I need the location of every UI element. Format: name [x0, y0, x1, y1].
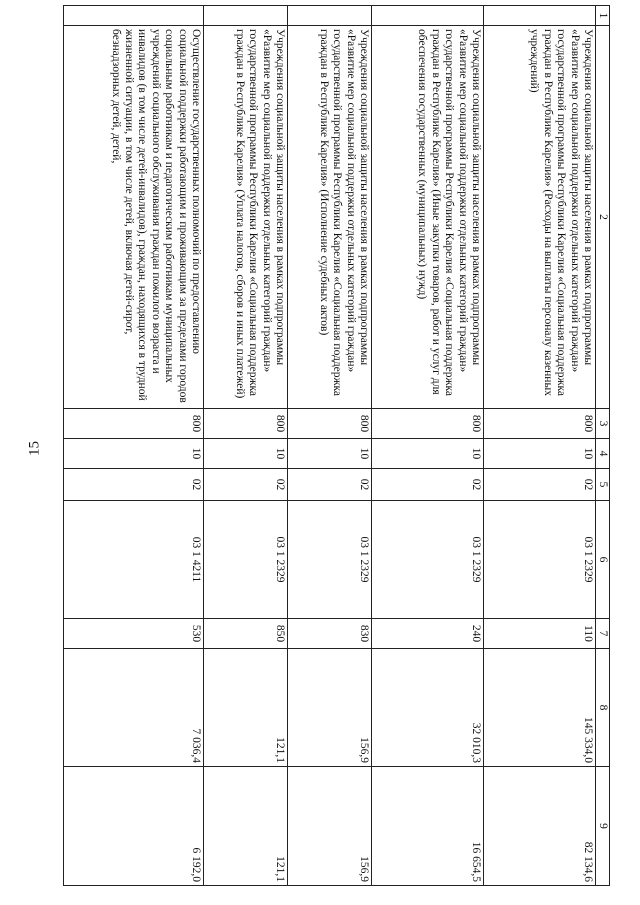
- row-cell-8: 121,1: [204, 649, 288, 767]
- budget-table: [63, 5, 610, 886]
- row-cell-5: 02: [484, 469, 596, 501]
- row-cell-6: 03 1 2329: [204, 501, 288, 619]
- row-cell-1: [64, 6, 204, 26]
- header-col-1: 1: [596, 6, 610, 26]
- header-col-6: 6: [596, 501, 610, 619]
- row-cell-4: 10: [288, 439, 372, 469]
- row-description: Учреждения социальной защиты населения в рамках подпрограммы «Развитие мер социальной поддержки отдельных категорий граждан» государственной программы Республики Карелия «Социальная поддержка граждан в Республике Карелия» (Иные закупки товаров, работ и услуг для обеспечения государственных (муниципальных) нужд): [372, 26, 484, 409]
- rotated-table-area: [50, 5, 610, 885]
- row-cell-8: 145 334,0: [484, 649, 596, 767]
- row-cell-9: 6 192,0: [64, 767, 204, 886]
- row-cell-3: 800: [484, 409, 596, 439]
- row-cell-6: 03 1 2329: [484, 501, 596, 619]
- header-col-8: 8: [596, 649, 610, 767]
- row-description: Осуществление государственных полномочий по предоставлению социальной поддержки работающим и проживающим за пределами городов социальным работникам и педагогическим работникам муниципальных учреждений социального обслуживания граждан пожилого возраста и инвалидов (в том числе детей-инвалидов), граждан, находящихся в трудной жизненной ситуации, в том числе детей, включая детей-сирот, безнадзорных детей, детей,: [64, 26, 204, 409]
- row-cell-9: 121,1: [204, 767, 288, 886]
- row-cell-3: 800: [204, 409, 288, 439]
- row-cell-5: 02: [288, 469, 372, 501]
- row-cell-1: [372, 6, 484, 26]
- row-cell-5: 02: [64, 469, 204, 501]
- row-cell-1: [204, 6, 288, 26]
- row-cell-1: [484, 6, 596, 26]
- header-col-9: 9: [596, 767, 610, 886]
- row-cell-7: 830: [288, 619, 372, 649]
- row-cell-8: 7 036,4: [64, 649, 204, 767]
- row-description: Учреждения социальной защиты населения в рамках подпрограммы «Развитие мер социальной поддержки отдельных категорий граждан» государственной программы Республики Карелия «Социальная поддержка граждан в Республике Карелия» (Расходы на выплаты персоналу казенных учреждений): [484, 26, 596, 409]
- row-cell-7: 110: [484, 619, 596, 649]
- row-cell-7: 240: [372, 619, 484, 649]
- table-row: [64, 6, 204, 886]
- table-row: [204, 6, 288, 886]
- row-cell-9: 82 134,6: [484, 767, 596, 886]
- row-cell-6: 03 1 2329: [372, 501, 484, 619]
- row-cell-3: 800: [288, 409, 372, 439]
- row-cell-3: 800: [372, 409, 484, 439]
- page-number: 15: [26, 441, 43, 456]
- row-cell-4: 10: [372, 439, 484, 469]
- row-cell-9: 16 654,5: [372, 767, 484, 886]
- header-col-2: 2: [596, 26, 610, 409]
- header-col-5: 5: [596, 469, 610, 501]
- row-description: Учреждения социальной защиты населения в рамках подпрограммы «Развитие мер социальной поддержки отдельных категорий граждан» государственной программы Республики Карелия «Социальная поддержка граждан в Республике Карелия» (Исполнение судебных актов): [288, 26, 372, 409]
- row-cell-6: 03 1 4211: [64, 501, 204, 619]
- header-col-4: 4: [596, 439, 610, 469]
- row-description: Учреждения социальной защиты населения в рамках подпрограммы «Развитие мер социальной поддержки отдельных категорий граждан» государственной программы Республики Карелия «Социальная поддержка граждан в Республике Карелия» (Уплата налогов, сборов и иных платежей): [204, 26, 288, 409]
- header-col-7: 7: [596, 619, 610, 649]
- row-cell-3: 800: [64, 409, 204, 439]
- row-cell-1: [288, 6, 372, 26]
- table-row: [372, 6, 484, 886]
- row-cell-4: 10: [484, 439, 596, 469]
- row-cell-7: 530: [64, 619, 204, 649]
- row-cell-8: 156,9: [288, 649, 372, 767]
- header-col-3: 3: [596, 409, 610, 439]
- row-cell-8: 32 010,3: [372, 649, 484, 767]
- row-cell-5: 02: [204, 469, 288, 501]
- row-cell-4: 10: [204, 439, 288, 469]
- table-row: [484, 6, 596, 886]
- row-cell-6: 03 1 2329: [288, 501, 372, 619]
- header-row: [596, 6, 610, 886]
- row-cell-9: 156,9: [288, 767, 372, 886]
- row-cell-7: 850: [204, 619, 288, 649]
- row-cell-5: 02: [372, 469, 484, 501]
- table-row: [288, 6, 372, 886]
- row-cell-4: 10: [64, 439, 204, 469]
